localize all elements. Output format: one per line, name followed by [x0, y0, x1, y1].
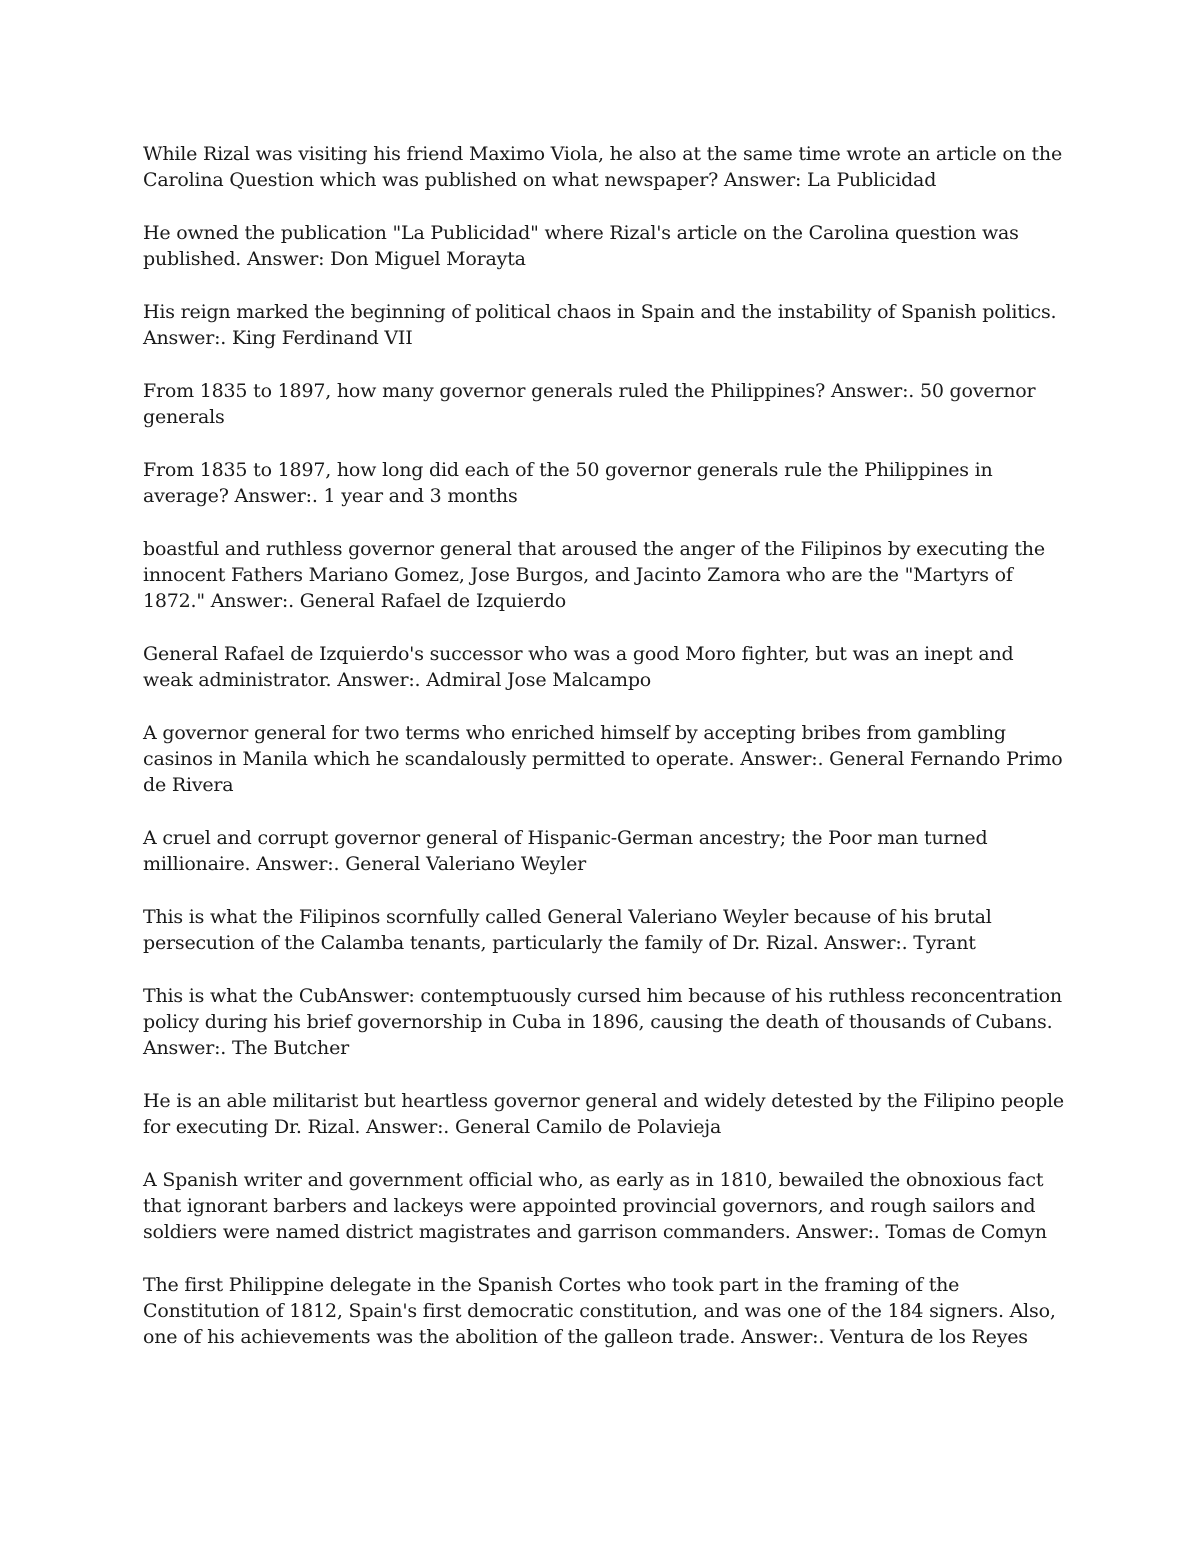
- qa-paragraph-4: From 1835 to 1897, how many governor generals ruled the Philippines? Answer:. 50 governor generals: [143, 380, 1036, 428]
- qa-paragraph-8: A governor general for two terms who enriched himself by accepting bribes from gambling casinos in Manila which he scandalously permitted to operate. Answer:. General Fernando Primo de Rivera: [143, 722, 1063, 796]
- qa-paragraph-7: General Rafael de Izquierdo's successor who was a good Moro fighter, but was an inept and weak administrator. Answer:. Admiral Jose Malcampo: [143, 643, 1014, 691]
- qa-paragraph-9: A cruel and corrupt governor general of Hispanic-German ancestry; the Poor man turned millionaire. Answer:. General Valeriano Weyler: [143, 827, 988, 875]
- document-body: [143, 141, 1068, 1377]
- qa-paragraph-2: He owned the publication "La Publicidad" where Rizal's article on the Carolina question was published. Answer: Don Miguel Morayta: [143, 222, 1019, 270]
- qa-paragraph-3: His reign marked the beginning of political chaos in Spain and the instability of Spanish politics. Answer:. King Ferdinand VII: [143, 301, 1057, 349]
- qa-paragraph-14: The first Philippine delegate in the Spanish Cortes who took part in the framing of the Constitution of 1812, Spain's first democratic constitution, and was one of the 184 signers. Also, one of his achievements was the abolition of the galleon trade. Answer:. Ventura de los Reyes: [143, 1274, 1056, 1348]
- qa-paragraph-10: This is what the Filipinos scornfully called General Valeriano Weyler because of his brutal persecution of the Calamba tenants, particularly the family of Dr. Rizal. Answer:. Tyrant: [143, 906, 992, 954]
- qa-paragraph-5: From 1835 to 1897, how long did each of the 50 governor generals rule the Philippines in average? Answer:. 1 year and 3 months: [143, 459, 993, 507]
- qa-paragraph-13: A Spanish writer and government official who, as early as in 1810, bewailed the obnoxious fact that ignorant barbers and lackeys were appointed provincial governors, and rough sailors and soldiers were named district magistrates and garrison commanders. Answer:. Tomas de Comyn: [143, 1169, 1047, 1243]
- qa-paragraph-1: While Rizal was visiting his friend Maximo Viola, he also at the same time wrote an article on the Carolina Question which was published on what newspaper? Answer: La Publicidad: [143, 143, 1063, 191]
- qa-paragraph-6: boastful and ruthless governor general that aroused the anger of the Filipinos by executing the innocent Fathers Mariano Gomez, Jose Burgos, and Jacinto Zamora who are the "Martyrs of 1872." Answer:. General Rafael de Izquierdo: [143, 538, 1045, 612]
- qa-paragraph-11: This is what the CubAnswer: contemptuously cursed him because of his ruthless reconcentration policy during his brief governorship in Cuba in 1896, causing the death of thousands of Cubans. Answer:. The Butcher: [143, 985, 1062, 1059]
- qa-paragraph-12: He is an able militarist but heartless governor general and widely detested by the Filipino people for executing Dr. Rizal. Answer:. General Camilo de Polavieja: [143, 1090, 1064, 1138]
